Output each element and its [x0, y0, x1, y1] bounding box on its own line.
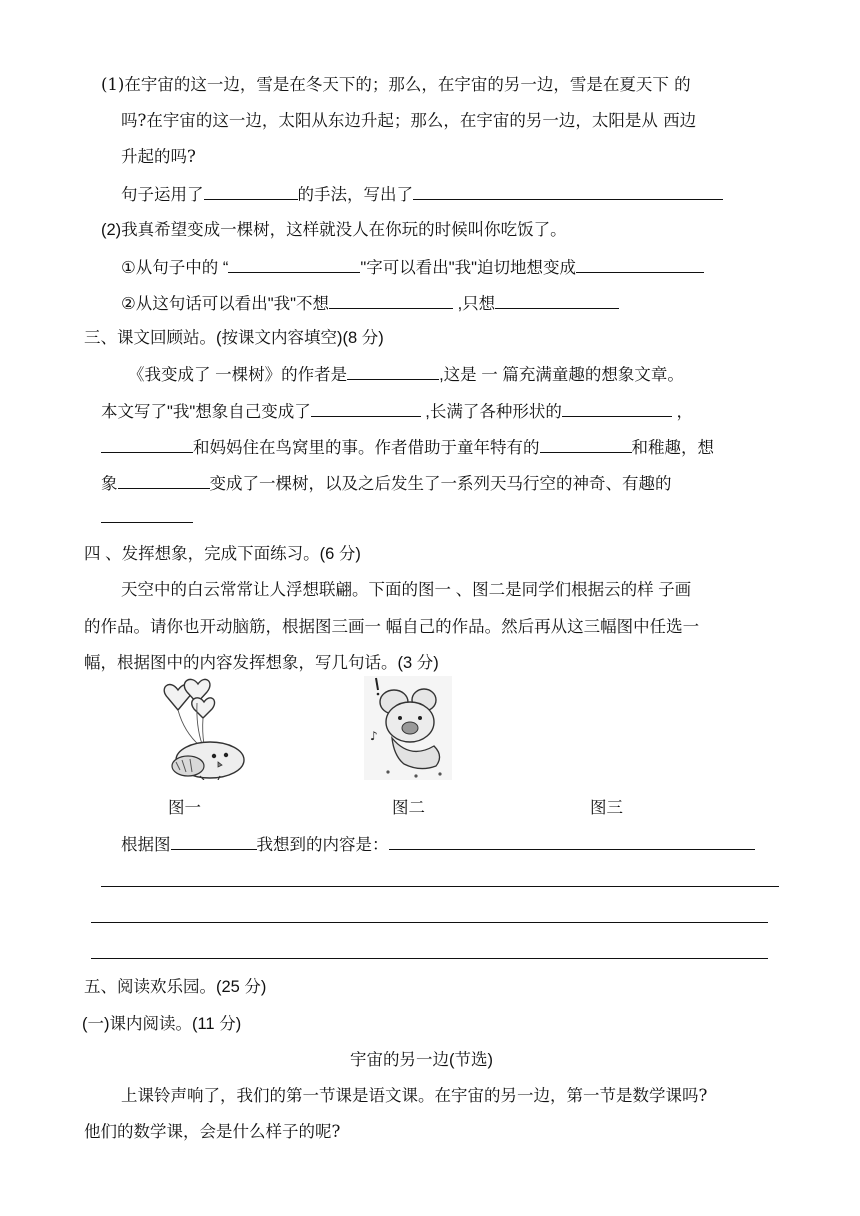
q1-line-2: 吗?在宇宙的这一边，太阳从东边升起；那么，在宇宙的另一边，太阳是从 西边 — [121, 111, 697, 130]
q2-line-3 — [121, 292, 619, 315]
passage-line-1: 上课铃声响了，我们的第一节课是语文课。在宇宙的另一边，第一节是数学课吗? — [121, 1086, 708, 1105]
writing-line-1[interactable] — [101, 886, 779, 887]
who-blank[interactable] — [118, 472, 210, 489]
s3-l2-mid: ,长满了各种形状的 — [420, 403, 562, 421]
svg-text:♪: ♪ — [370, 729, 378, 743]
s3-line-1 — [128, 363, 684, 386]
s3-l3-end: 和稚趣，想 — [631, 439, 714, 457]
s3-l1-suffix: ,这是 一 篇充满童趣的想象文章。 — [439, 366, 684, 384]
q1-answer-mid: 的手法，写出了 — [297, 186, 413, 204]
passage-title: 宇宙的另一边(节选) — [350, 1051, 493, 1069]
technique-blank[interactable] — [204, 183, 298, 200]
not-want-blank[interactable] — [329, 292, 453, 309]
s3-l1-prefix: 《我变成了 一棵树》的作者是 — [128, 366, 348, 384]
figure-1-caption: 图一 — [168, 799, 201, 817]
writing-line-3[interactable] — [91, 958, 768, 959]
q2-l3-mid: ,只想 — [453, 295, 496, 313]
story-blank[interactable] — [101, 522, 193, 523]
content-blank[interactable] — [389, 833, 755, 850]
only-want-blank[interactable] — [495, 292, 619, 309]
q2-l2-mid: "字可以看出"我"迫切地想变成 — [360, 259, 576, 277]
figure-2-bear-image — [364, 676, 452, 780]
q2-line-2 — [121, 256, 704, 279]
s3-l3-mid: 和妈妈住在鸟窝里的事。作者借助于童年特有的 — [193, 439, 540, 457]
q1-answer-prefix: 句子运用了 — [121, 186, 204, 204]
q2-l3-prefix: ②从这句话可以看出"我"不想 — [121, 295, 330, 313]
section-5-subheading: (一)课内阅读。(11 分) — [82, 1015, 242, 1033]
q1-line-3: 升起的吗? — [121, 147, 196, 166]
s3-line-2 — [101, 400, 693, 423]
effect-blank[interactable] — [413, 183, 723, 200]
word-blank[interactable] — [228, 256, 360, 273]
s3-l4-prefix: 象 — [101, 475, 118, 493]
q1-answer-line — [121, 183, 723, 206]
q2-line-1: (2)我真希望变成一棵树，这样就没人在你玩的时候叫你吃饭了。 — [101, 221, 567, 239]
passage-line-2: 他们的数学课，会是什么样子的呢? — [84, 1122, 341, 1141]
s3-l2-prefix: 本文写了"我"想象自己变成了 — [101, 403, 311, 421]
living-blank[interactable] — [101, 436, 193, 453]
s4-answer-prefix: 根据图 — [121, 836, 171, 854]
q2-l2-prefix: ①从句子中的 “ — [121, 259, 229, 277]
s3-line-3 — [101, 436, 714, 459]
figure-number-blank[interactable] — [171, 833, 257, 850]
s4-para-line-2: 的作品。请你也开动脑筋，根据图三画一 幅自己的作品。然后再从这三幅图中任选一 — [84, 618, 700, 636]
figure-1-chick-balloons-image — [160, 676, 252, 780]
s3-line-4 — [101, 472, 672, 495]
figure-3-caption: 图三 — [590, 799, 623, 817]
s4-answer-mid: 我想到的内容是： — [256, 836, 389, 854]
section-3-heading: 三、课文回顾站。(按课文内容填空)(8 分) — [84, 329, 384, 347]
became-blank[interactable] — [311, 400, 421, 417]
q1-line-1: (1)在宇宙的这一边，雪是在冬天下的；那么，在宇宙的另一边，雪是在夏天下 的 — [101, 75, 691, 94]
section-4-heading: 四 、发挥想象，完成下面练习。(6 分) — [84, 545, 361, 563]
childhood-blank[interactable] — [540, 436, 632, 453]
s4-para-line-3: 幅，根据图中的内容发挥想象，写几句话。(3 分) — [84, 654, 439, 672]
author-blank[interactable] — [347, 363, 439, 380]
figure-2-caption: 图二 — [392, 799, 425, 817]
become-blank[interactable] — [576, 256, 704, 273]
s3-l2-end: ， — [671, 403, 693, 421]
s3-l4-suffix: 变成了一棵树，以及之后发生了一系列天马行空的神奇、有趣的 — [209, 475, 672, 493]
shapes-blank[interactable] — [562, 400, 672, 417]
s4-answer-line — [121, 833, 755, 856]
writing-line-2[interactable] — [91, 922, 768, 923]
section-5-heading: 五、阅读欢乐园。(25 分) — [84, 978, 267, 996]
s4-para-line-1: 天空中的白云常常让人浮想联翩。下面的图一 、图二是同学们根据云的样 子画 — [121, 581, 692, 599]
